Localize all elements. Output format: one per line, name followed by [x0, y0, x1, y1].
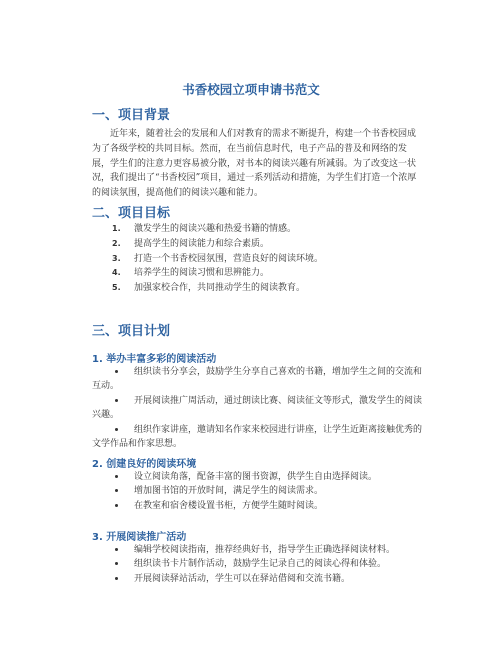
goal-text: 激发学生的阅读兴趣和热爱书籍的情感。 — [134, 224, 297, 234]
bullet-item — [92, 557, 424, 571]
bullet-item — [92, 394, 424, 423]
goal-item — [92, 237, 422, 252]
promotion-bullet-list — [92, 543, 424, 586]
section-heading-goals: 二、项目目标 — [92, 206, 171, 221]
bullet-dot-icon — [115, 370, 118, 373]
bullet-text: 组织读书卡片制作活动，鼓励学生记录自己的阅读心得和体验。 — [134, 559, 387, 570]
section-heading-background: 一、项目背景 — [92, 108, 171, 123]
goal-text: 培养学生的阅读习惯和思辨能力。 — [134, 268, 270, 279]
goal-number: 1. — [112, 224, 121, 233]
bullet-text: 增加图书馆的开放时间，满足学生的阅读需求。 — [134, 486, 324, 497]
bullet-item — [92, 572, 424, 586]
goal-text: 提高学生的阅读能力和综合素质。 — [134, 238, 270, 249]
bullet-text: 组织读书分享会，鼓励学生分享自己喜欢的书籍，增加学生之间的交流和互动。 — [92, 367, 423, 392]
goal-item — [92, 222, 422, 237]
plan-subheading-environment: 2. 创建良好的阅读环境 — [92, 459, 197, 470]
bullet-text: 开展阅读驿站活动，学生可以在驿站借阅和交流书籍。 — [134, 573, 351, 584]
bullet-dot-icon — [115, 399, 118, 402]
bullet-item — [92, 365, 424, 394]
bullet-dot-icon — [115, 489, 118, 492]
plan-subheading-promotion: 3. 开展阅读推广活动 — [92, 532, 187, 543]
goal-text: 加强家校合作，共同推动学生的阅读教育。 — [134, 283, 306, 294]
bullet-dot-icon — [115, 548, 118, 551]
bullet-dot-icon — [115, 562, 118, 565]
bullet-text: 编辑学校阅读指南，推荐经典好书，指导学生正确选择阅读材料。 — [134, 545, 396, 555]
bullet-text: 设立阅读角落，配备丰富的图书资源，供学生自由选择阅读。 — [134, 472, 378, 482]
goals-list — [92, 222, 422, 296]
goal-item — [92, 281, 422, 296]
bullet-item — [92, 470, 424, 484]
document-title: 书香校园立项申请书范文 — [182, 82, 320, 97]
bullet-text: 开展阅读推广周活动，通过朗读比赛、阅读征文等形式，激发学生的阅读兴趣。 — [92, 395, 423, 421]
bullet-dot-icon — [115, 504, 118, 507]
bullet-text: 在教室和宿舍楼设置书柜，方便学生随时阅读。 — [134, 500, 324, 511]
bullet-dot-icon — [115, 577, 118, 580]
activities-bullet-list — [92, 365, 424, 451]
environment-bullet-list — [92, 470, 424, 513]
goal-number: 3. — [112, 253, 121, 263]
section-heading-plan: 三、项目计划 — [92, 324, 171, 339]
bullet-dot-icon — [115, 428, 118, 431]
goal-item — [92, 266, 422, 281]
goal-item — [92, 252, 422, 267]
background-paragraph: 近年来，随着社会的发展和人们对教育的需求不断提升，构建一个书香校园成为了各级学校的共同目标。然而，在当前信息时代，电子产品的普及和网络的发展，学生们的注意力更容易被分散，对书本的阅读兴趣有所减弱。为了改变这一状况，我们提出了“书香校园”项目，通过一系列活动和措施，为学生们打造一个浓厚的阅读氛围，提高他们的阅读兴趣和能力。 — [92, 129, 417, 199]
bullet-item — [92, 499, 424, 513]
bullet-item — [92, 484, 424, 498]
plan-subheading-activities: 1. 举办丰富多彩的阅读活动 — [92, 354, 217, 365]
bullet-text: 组织作家讲座，邀请知名作家来校园进行讲座，让学生近距离接触优秀的文学作品和作家思想。 — [92, 424, 423, 450]
bullet-item — [92, 543, 424, 557]
goal-number: 5. — [112, 283, 121, 293]
goal-number: 2. — [112, 238, 121, 248]
goal-number: 4. — [112, 268, 121, 278]
bullet-dot-icon — [115, 475, 118, 478]
goal-text: 打造一个书香校园氛围，营造良好的阅读环境。 — [134, 253, 324, 264]
bullet-item — [92, 423, 424, 452]
